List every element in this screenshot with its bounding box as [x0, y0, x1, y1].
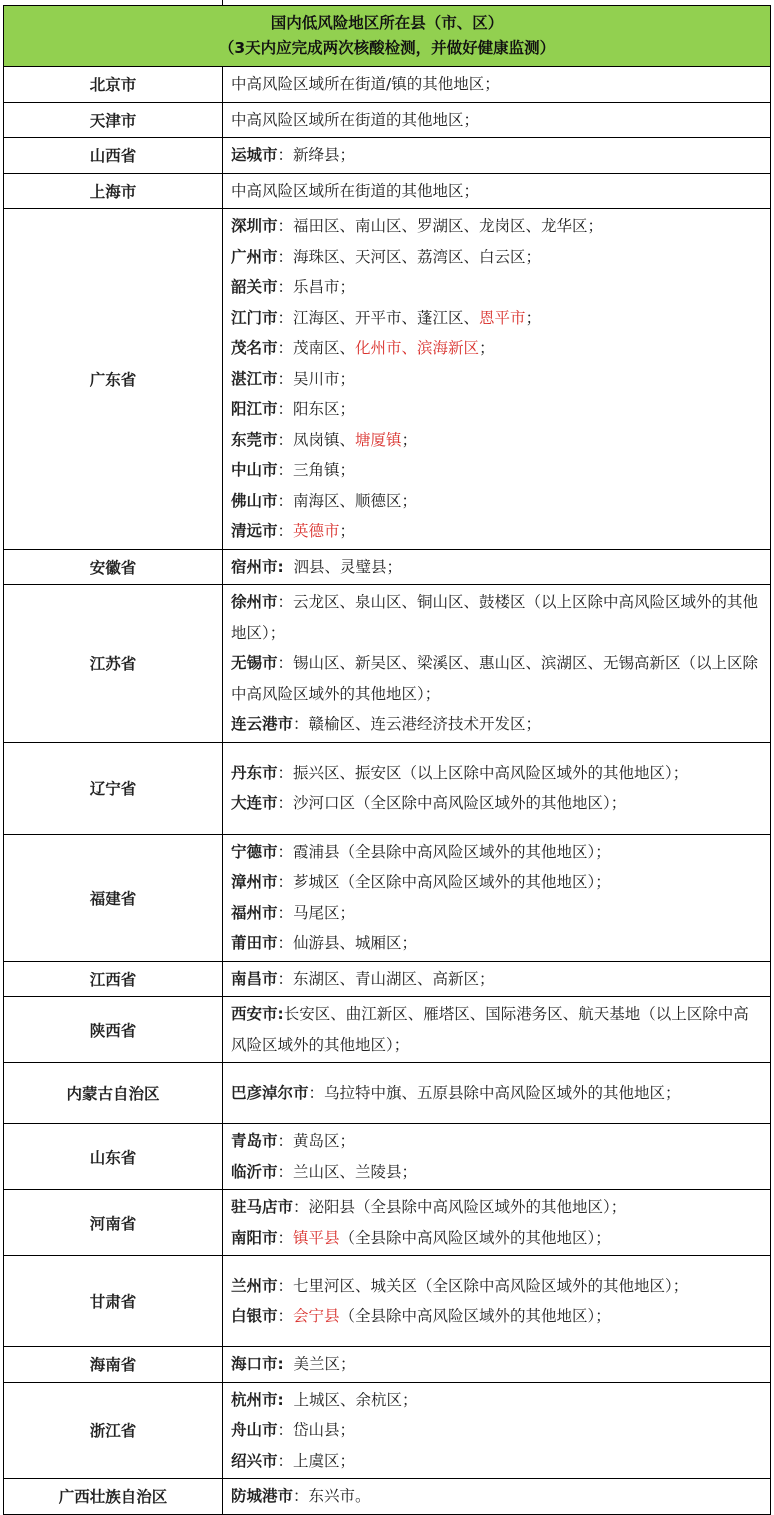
- province-cell: [4, 961, 223, 997]
- city-entry: [231, 788, 762, 819]
- city-name: 佛山市: [231, 491, 278, 510]
- highlighted-district: 镇平县: [293, 1228, 340, 1247]
- province-cell: [4, 1063, 223, 1124]
- city-name: 无锡市: [231, 654, 278, 672]
- separator: ：: [277, 278, 294, 296]
- province-name: 山西省: [89, 147, 137, 166]
- separator: ：: [277, 1421, 294, 1439]
- table-row: [4, 67, 771, 103]
- district-list: 美兰区；: [283, 1355, 356, 1373]
- city-name: 深圳市: [231, 217, 278, 235]
- province-name: 福建省: [89, 889, 137, 908]
- city-entry: [231, 242, 762, 273]
- city-name: 白银市: [231, 1307, 278, 1325]
- city-entry: [231, 1385, 762, 1416]
- city-name: 漳州市: [231, 873, 278, 891]
- district-list: 长安区、曲江新区、雁塔区、国际港务区、航天基地（以上区除中高风险区域外的其他地区）；: [231, 1005, 749, 1054]
- district-list: ；: [401, 430, 418, 449]
- table-body: [4, 67, 771, 1515]
- detail-cell: [223, 173, 771, 209]
- city-entry: [231, 999, 762, 1060]
- city-entry: [231, 1415, 762, 1446]
- province-cell: [4, 834, 223, 961]
- separator: ：: [277, 969, 294, 988]
- district-list: 沙河口区（全区除中高风险区域外的其他地区）；: [293, 794, 627, 812]
- province-cell: [4, 67, 223, 103]
- district-list: 泗县、灵璧县；: [283, 557, 403, 576]
- province-cell: [4, 1479, 223, 1515]
- separator: ：: [277, 873, 294, 891]
- separator: ：: [277, 593, 294, 611]
- district-list: 上城区、余杭区；: [283, 1390, 418, 1409]
- province-name: 广东省: [89, 370, 137, 389]
- province-name: 江苏省: [89, 655, 137, 674]
- detail-cell: [223, 1124, 771, 1190]
- city-name: 西安市:: [231, 1005, 284, 1023]
- city-entry: [231, 140, 762, 171]
- table-header-row: [4, 6, 771, 67]
- table-row: [4, 742, 771, 834]
- city-name: 东莞市: [231, 430, 278, 449]
- city-entry: [231, 364, 762, 395]
- province-cell: [4, 138, 223, 174]
- city-entry: [231, 867, 762, 898]
- separator: ：: [277, 369, 294, 388]
- city-entry: [231, 333, 762, 364]
- table-row: [4, 138, 771, 174]
- separator: ：: [277, 522, 294, 540]
- table-row: [4, 1479, 771, 1515]
- table-row: [4, 961, 771, 997]
- detail-text: 中高风险区域所在街道的其他地区；: [231, 181, 480, 200]
- district-list: 云龙区、泉山区、铜山区、鼓楼区（以上区除中高风险区域外的其他地区）；: [231, 593, 759, 642]
- district-list: 兰山区、兰陵县；: [293, 1162, 418, 1181]
- district-list: （全县除中高风险区域外的其他地区）；: [339, 1228, 611, 1247]
- separator: ：: [277, 491, 294, 510]
- table-row: [4, 1382, 771, 1479]
- table-row: [4, 1063, 771, 1124]
- city-name: 茂名市: [231, 339, 278, 357]
- district-list: 江海区、开平市、蓬江区、: [293, 308, 480, 327]
- separator: ：: [277, 461, 294, 479]
- province-cell: [4, 173, 223, 209]
- separator: ：: [293, 1487, 309, 1505]
- city-name: 湛江市: [231, 369, 278, 388]
- province-name: 陕西省: [89, 1021, 137, 1040]
- detail-cell: [223, 1347, 771, 1383]
- city-name: 临沂市: [231, 1162, 278, 1181]
- table-subtitle: （3天内应完成两次核酸检测，并做好健康监测）: [218, 39, 556, 57]
- separator: ：: [277, 934, 294, 952]
- district-list: 振兴区、振安区（以上区除中高风险区域外的其他地区）；: [293, 763, 689, 782]
- city-name: 福州市: [231, 903, 278, 922]
- district-list: 阳东区；: [293, 400, 356, 418]
- separator: ：: [277, 794, 294, 812]
- city-entry: [231, 964, 762, 995]
- city-name: 巴彦淖尔市: [231, 1083, 309, 1102]
- table-title: 国内低风险地区所在县（市、区）: [270, 14, 504, 32]
- city-name: 江门市: [231, 308, 278, 327]
- detail-text: 中高风险区域所在街道的其他地区；: [231, 110, 480, 129]
- district-list: 上虞区；: [293, 1451, 356, 1470]
- city-name: 徐州市: [231, 593, 278, 611]
- district-list: ；: [339, 522, 356, 540]
- city-name: 中山市: [231, 461, 278, 479]
- city-entry: [231, 1349, 762, 1380]
- province-name: 河南省: [89, 1214, 137, 1233]
- separator: ：: [277, 339, 294, 357]
- district-list: 七里河区、城关区（全区除中高风险区域外的其他地区）；: [293, 1276, 689, 1295]
- table-row: [4, 1347, 771, 1383]
- highlighted-district: 英德市: [293, 522, 340, 540]
- table-row: [4, 997, 771, 1063]
- district-list: 芗城区（全区除中高风险区域外的其他地区）；: [293, 873, 611, 891]
- detail-cell: [223, 549, 771, 585]
- city-name: 南阳市: [231, 1228, 278, 1247]
- province-cell: [4, 1190, 223, 1256]
- separator: ：: [277, 146, 294, 164]
- city-name: 广州市: [231, 247, 278, 266]
- district-list: 吴川市；: [293, 369, 356, 388]
- city-entry: [231, 211, 762, 242]
- highlighted-district: 会宁县: [293, 1307, 340, 1325]
- separator: ：: [293, 1198, 309, 1216]
- city-entry: [231, 1192, 762, 1223]
- city-name: 大连市: [231, 794, 278, 812]
- detail-cell: [223, 209, 771, 550]
- detail-cell: [223, 834, 771, 961]
- separator: ：: [277, 903, 294, 922]
- detail-cell: [223, 67, 771, 103]
- city-name: 青岛市: [231, 1132, 278, 1150]
- city-entry: [231, 1481, 762, 1512]
- risk-area-table: [3, 5, 771, 1515]
- district-list: 福田区、南山区、罗湖区、龙岗区、龙华区；: [293, 217, 604, 235]
- separator: ：: [277, 1307, 294, 1325]
- separator: ：: [277, 430, 294, 449]
- district-list: 乌拉特中旗、五原县除中高风险区域外的其他地区；: [324, 1083, 681, 1102]
- detail-cell: [223, 585, 771, 743]
- city-name: 南昌市: [231, 969, 278, 988]
- table-row: [4, 1256, 771, 1347]
- separator: ：: [277, 1451, 294, 1470]
- city-name: 连云港市: [231, 715, 294, 733]
- district-list: ；: [525, 308, 542, 327]
- city-entry: [231, 394, 762, 425]
- detail-cell: [223, 997, 771, 1063]
- district-list: 南海区、顺德区；: [293, 491, 418, 510]
- highlighted-district: 恩平市: [479, 308, 526, 327]
- city-entry: [231, 272, 762, 303]
- province-cell: [4, 1382, 223, 1479]
- district-list: 黄岛区；: [293, 1132, 356, 1150]
- city-entry: [231, 516, 762, 547]
- separator: ：: [277, 842, 294, 861]
- district-list: 仙游县、城厢区；: [293, 934, 418, 952]
- province-cell: [4, 209, 223, 550]
- detail-cell: [223, 102, 771, 138]
- city-name: 清远市: [231, 522, 278, 540]
- city-name: 兰州市: [231, 1276, 278, 1295]
- separator: ：: [277, 1162, 294, 1181]
- city-entry: [231, 758, 762, 789]
- city-entry: [231, 425, 762, 456]
- separator: ：: [277, 308, 294, 327]
- separator: ：: [277, 654, 294, 672]
- table-row: [4, 834, 771, 961]
- district-list: 海珠区、天河区、荔湾区、白云区；: [293, 247, 542, 266]
- city-entry: [231, 1271, 762, 1302]
- separator: ：: [277, 1276, 294, 1295]
- city-name: 阳江市: [231, 400, 278, 418]
- table-row: [4, 1190, 771, 1256]
- district-list: 泌阳县（全县除中高风险区域外的其他地区）；: [308, 1198, 627, 1216]
- city-name: 驻马店市: [231, 1198, 294, 1216]
- district-list: 凤岗镇、: [293, 430, 356, 449]
- city-entry: [231, 1078, 762, 1109]
- district-list: 乐昌市；: [293, 278, 356, 296]
- province-cell: [4, 585, 223, 743]
- city-entry: [231, 486, 762, 517]
- city-entry: [231, 303, 762, 334]
- province-name: 广西壮族自治区: [58, 1488, 168, 1507]
- district-list: 霞浦县（全县除中高风险区域外的其他地区）；: [293, 842, 611, 861]
- detail-cell: [223, 1256, 771, 1347]
- province-cell: [4, 549, 223, 585]
- city-entry: [231, 1223, 762, 1254]
- province-name: 江西省: [89, 970, 137, 989]
- city-entry: [231, 1301, 762, 1332]
- city-name: 宁德市: [231, 842, 278, 861]
- table-row: [4, 102, 771, 138]
- province-name: 北京市: [89, 76, 137, 95]
- province-name: 浙江省: [89, 1422, 137, 1441]
- province-name: 山东省: [89, 1148, 137, 1167]
- province-name: 海南省: [89, 1356, 137, 1375]
- detail-cell: [223, 1190, 771, 1256]
- city-entry: [231, 552, 762, 583]
- province-name: 天津市: [89, 111, 137, 130]
- district-list: 锡山区、新吴区、梁溪区、惠山区、滨湖区、无锡高新区（以上区除中高风险区域外的其他地区）；: [231, 654, 759, 703]
- province-cell: [4, 1256, 223, 1347]
- city-name: 防城港市: [231, 1487, 294, 1505]
- city-entry: [231, 1446, 762, 1477]
- district-list: （全县除中高风险区域外的其他地区）；: [339, 1307, 611, 1325]
- city-entry: [231, 1126, 762, 1157]
- detail-text: 中高风险区域所在街道/镇的其他地区；: [231, 75, 500, 93]
- city-name: 海口市:: [231, 1355, 284, 1373]
- city-entry: [231, 898, 762, 929]
- table-row: [4, 209, 771, 550]
- city-entry: [231, 709, 762, 740]
- province-name: 上海市: [89, 182, 137, 201]
- city-entry: [231, 455, 762, 486]
- city-name: 舟山市: [231, 1421, 278, 1439]
- detail-cell: [223, 742, 771, 834]
- province-name: 安徽省: [89, 558, 137, 577]
- district-list: 新绛县；: [293, 146, 356, 164]
- city-entry: [231, 837, 762, 868]
- separator: ：: [277, 1228, 294, 1247]
- city-name: 莆田市: [231, 934, 278, 952]
- province-cell: [4, 1124, 223, 1190]
- detail-cell: [223, 138, 771, 174]
- city-entry: [231, 1157, 762, 1188]
- province-cell: [4, 1347, 223, 1383]
- city-name: 绍兴市: [231, 1451, 278, 1470]
- city-entry: [231, 587, 762, 648]
- city-name: 杭州市:: [231, 1390, 284, 1409]
- city-entry: [231, 928, 762, 959]
- separator: ：: [277, 1132, 294, 1150]
- separator: ：: [308, 1083, 325, 1102]
- detail-cell: [223, 1063, 771, 1124]
- detail-cell: [223, 1382, 771, 1479]
- province-cell: [4, 742, 223, 834]
- table-row: [4, 1124, 771, 1190]
- province-name: 内蒙古自治区: [66, 1085, 160, 1103]
- city-name: 运城市: [231, 146, 278, 164]
- city-name: 丹东市: [231, 763, 278, 782]
- city-name: 韶关市: [231, 278, 278, 296]
- province-cell: [4, 102, 223, 138]
- separator: ：: [293, 715, 309, 733]
- highlighted-district: 化州市、滨海新区: [355, 339, 480, 357]
- detail-cell: [223, 961, 771, 997]
- district-list: 马尾区；: [293, 903, 356, 922]
- table-row: [4, 585, 771, 743]
- district-list: 岱山县；: [293, 1421, 356, 1439]
- district-list: 东湖区、青山湖区、高新区；: [293, 969, 495, 988]
- district-list: 东兴市。: [308, 1487, 371, 1505]
- district-list: ；: [479, 339, 495, 357]
- province-name: 甘肃省: [89, 1293, 137, 1311]
- province-name: 辽宁省: [89, 780, 137, 798]
- detail-cell: [223, 1479, 771, 1515]
- district-list: 三角镇；: [293, 461, 356, 479]
- table-row: [4, 549, 771, 585]
- separator: ：: [277, 247, 294, 266]
- separator: ：: [277, 400, 294, 418]
- district-list: 赣榆区、连云港经济技术开发区；: [308, 715, 542, 733]
- province-cell: [4, 997, 223, 1063]
- district-list: 茂南区、: [293, 339, 356, 357]
- city-entry: [231, 648, 762, 709]
- separator: ：: [277, 763, 294, 782]
- highlighted-district: 塘厦镇: [355, 430, 402, 449]
- table-row: [4, 173, 771, 209]
- table-header: [4, 6, 771, 67]
- city-name: 宿州市:: [231, 557, 284, 576]
- separator: ：: [277, 217, 294, 235]
